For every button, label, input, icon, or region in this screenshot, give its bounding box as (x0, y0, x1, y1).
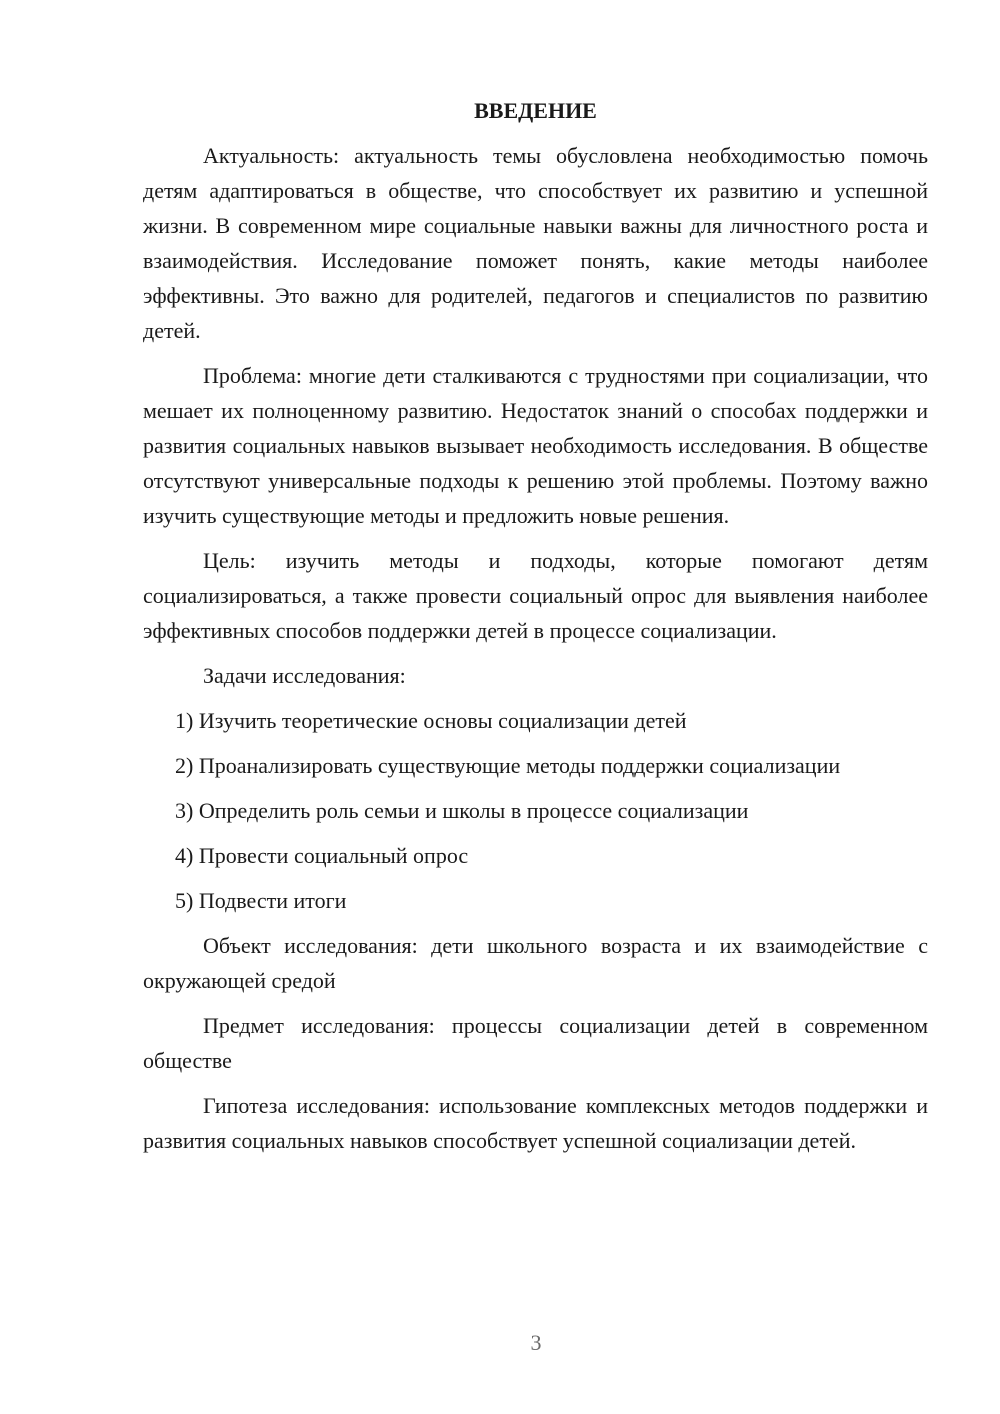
paragraph-object: Объект исследования: дети школьного возраста и их взаимодействие с окружающей средой (143, 933, 928, 993)
paragraph-hypothesis: Гипотеза исследования: использование комплексных методов поддержки и развития социальных навыков способствует успешной социализации детей. (143, 1093, 928, 1153)
tasks-heading: Задачи исследования: (203, 663, 406, 688)
page-content (143, 93, 928, 1168)
task-item-4: 4) Провести социальный опрос (175, 843, 469, 868)
task-item-2: 2) Проанализировать существующие методы поддержки социализации (175, 753, 841, 778)
page-number: 3 (530, 1330, 542, 1355)
paragraph-goal: Цель: изучить методы и подходы, которые помогают детям социализироваться, а также провести социальный опрос для выявления наиболее эффективных способов поддержки детей в процессе социализации. (143, 548, 928, 643)
paragraph-subject: Предмет исследования: процессы социализации детей в современном обществе (143, 1013, 928, 1073)
task-item-3: 3) Определить роль семьи и школы в процессе социализации (175, 798, 749, 823)
task-item-1: 1) Изучить теоретические основы социализации детей (175, 708, 687, 733)
task-item-5: 5) Подвести итоги (175, 888, 347, 913)
section-title: ВВЕДЕНИЕ (474, 98, 597, 123)
paragraph-relevance: Актуальность: актуальность темы обусловлена необходимостью помочь детям адаптироваться в обществе, что способствует их развитию и успешной жизни. В современном мире социальные навыки важны для личностного роста и взаимодействия. Исследование поможет понять, какие методы наиболее эффективны. Это важно для родителей, педагогов и специалистов по развитию детей. (143, 143, 928, 343)
paragraph-problem: Проблема: многие дети сталкиваются с трудностями при социализации, что мешает их полноценному развитию. Недостаток знаний о способах поддержки и развития социальных навыков вызывает необходимость исследования. В обществе отсутствуют универсальные подходы к решению этой проблемы. Поэтому важно изучить существующие методы и предложить новые решения. (143, 363, 928, 528)
tasks-list (143, 703, 928, 918)
